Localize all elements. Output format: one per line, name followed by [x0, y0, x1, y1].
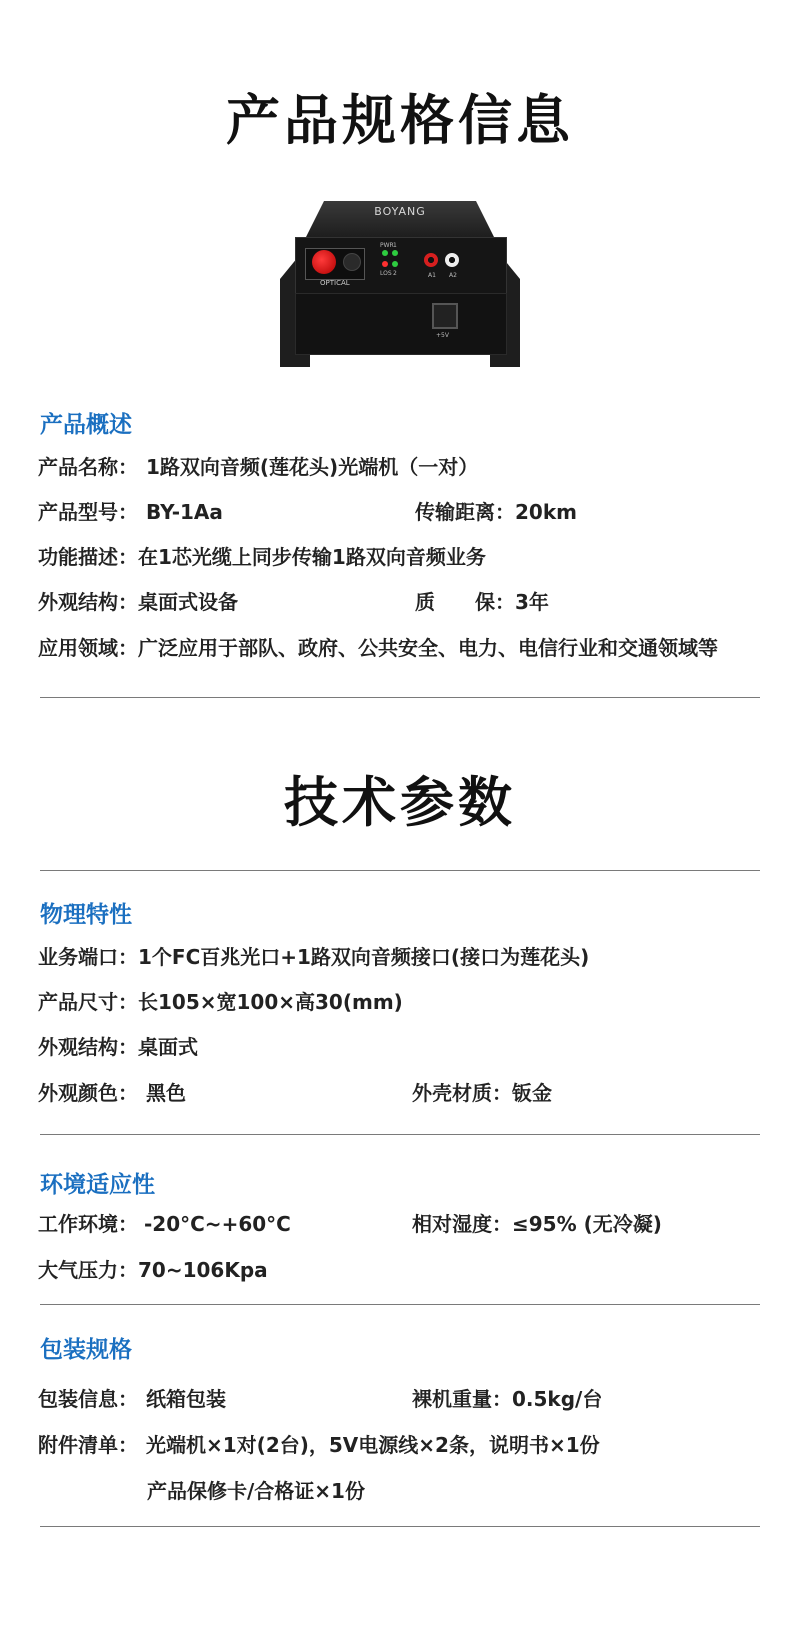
divider [40, 1304, 760, 1305]
tech-params-title: 技术参数 [284, 771, 516, 834]
overview-warranty-row [415, 586, 549, 615]
environment-humidity-row [412, 1208, 662, 1237]
physical-size-row [38, 986, 403, 1015]
overview-application-row [38, 632, 718, 661]
physical-title: 物理特性 [40, 902, 132, 928]
environment-humidity-label: 相对湿度： [412, 1212, 512, 1236]
environment-temp-value: -20°C~+60°C [144, 1212, 291, 1236]
led-pwr [382, 250, 388, 256]
packaging-accessories-label: 附件清单： [38, 1433, 138, 1457]
overview-model-label: 产品型号： [38, 500, 138, 524]
spec-info-title: 产品规格信息 [226, 89, 574, 152]
overview-structure-row [38, 586, 238, 615]
packaging-info-label: 包装信息： [38, 1387, 138, 1411]
overview-name-row [38, 451, 478, 480]
environment-title: 环境适应性 [40, 1172, 155, 1198]
packaging-accessories-line2: 产品保修卡/合格证×1份 [147, 1479, 365, 1503]
optical-port-secondary [343, 253, 361, 271]
packaging-weight-label: 裸机重量： [412, 1387, 512, 1411]
physical-port-value: 1个FC百兆光口+1路双向音频接口(接口为莲花头) [138, 945, 590, 969]
led-los [382, 261, 388, 267]
overview-function-row [38, 541, 486, 570]
environment-humidity-value: ≤95% (无冷凝) [512, 1212, 662, 1236]
divider [40, 1526, 760, 1527]
led-1 [392, 250, 398, 256]
physical-color-row [38, 1077, 186, 1106]
environment-pressure-row [38, 1254, 268, 1283]
environment-temp-row [38, 1208, 291, 1237]
led-label-pwr: PWR [380, 242, 394, 249]
packaging-weight-value: 0.5kg/台 [512, 1387, 603, 1411]
rca-white-jack [445, 253, 459, 267]
physical-size-value: 长105×宽100×高30(mm) [138, 990, 403, 1014]
overview-structure-label: 外观结构： [38, 590, 138, 614]
led-label-2: 2 [393, 270, 397, 277]
overview-function-label: 功能描述： [38, 545, 138, 569]
overview-function-value: 在1芯光缆上同步传输1路双向音频业务 [138, 545, 486, 569]
power-jack [432, 303, 458, 329]
packaging-accessories-row [38, 1429, 600, 1458]
overview-distance-row [415, 496, 577, 525]
packaging-info-value: 纸箱包装 [146, 1387, 226, 1411]
overview-distance-label: 传输距离： [415, 500, 515, 524]
packaging-accessories-value: 光端机×1对(2台)，5V电源线×2条，说明书×1份 [146, 1433, 600, 1457]
overview-model-value: BY-1Aa [146, 500, 223, 524]
power-label: +5V [436, 332, 449, 339]
divider [40, 870, 760, 871]
overview-application-label: 应用领域： [38, 636, 138, 660]
device-lower-unit [295, 293, 507, 355]
divider [40, 697, 760, 698]
physical-port-label: 业务端口： [38, 945, 138, 969]
overview-name-label: 产品名称： [38, 455, 138, 479]
packaging-title: 包装规格 [40, 1337, 132, 1363]
overview-structure-value: 桌面式设备 [138, 590, 238, 614]
physical-port-row [38, 941, 589, 970]
rca-label-a1: A1 [428, 272, 436, 279]
overview-name-value: 1路双向音频(莲花头)光端机（一对） [146, 455, 479, 479]
physical-structure-row [38, 1031, 198, 1060]
led-2 [392, 261, 398, 267]
divider [40, 1134, 760, 1135]
physical-size-label: 产品尺寸： [38, 990, 138, 1014]
led-label-1: 1 [393, 242, 397, 249]
overview-warranty-value: 3年 [515, 590, 549, 614]
physical-color-label: 外观颜色： [38, 1081, 138, 1105]
overview-warranty-label: 质 保： [415, 590, 515, 614]
rca-label-a2: A2 [449, 272, 457, 279]
led-label-los: LOS [380, 270, 392, 277]
overview-distance-value: 20km [515, 500, 577, 524]
optical-label: OPTICAL [320, 279, 350, 287]
optical-port-cap [312, 250, 336, 274]
packaging-info-row [38, 1383, 226, 1412]
packaging-weight-row [412, 1383, 602, 1412]
physical-material-row [412, 1077, 552, 1106]
physical-material-label: 外壳材质： [412, 1081, 512, 1105]
overview-application-value: 广泛应用于部队、政府、公共安全、电力、电信行业和交通领域等 [138, 636, 718, 660]
environment-temp-label: 工作环境： [38, 1212, 138, 1236]
physical-material-value: 钣金 [512, 1081, 552, 1105]
overview-title: 产品概述 [40, 412, 132, 438]
product-image [280, 195, 520, 375]
rca-red-jack [424, 253, 438, 267]
physical-structure-label: 外观结构： [38, 1035, 138, 1059]
overview-model-row [38, 496, 223, 525]
environment-pressure-value: 70~106Kpa [138, 1258, 268, 1282]
brand-logo: BOYANG [374, 205, 426, 218]
physical-structure-value: 桌面式 [138, 1035, 198, 1059]
physical-color-value: 黑色 [146, 1081, 186, 1105]
environment-pressure-label: 大气压力： [38, 1258, 138, 1282]
